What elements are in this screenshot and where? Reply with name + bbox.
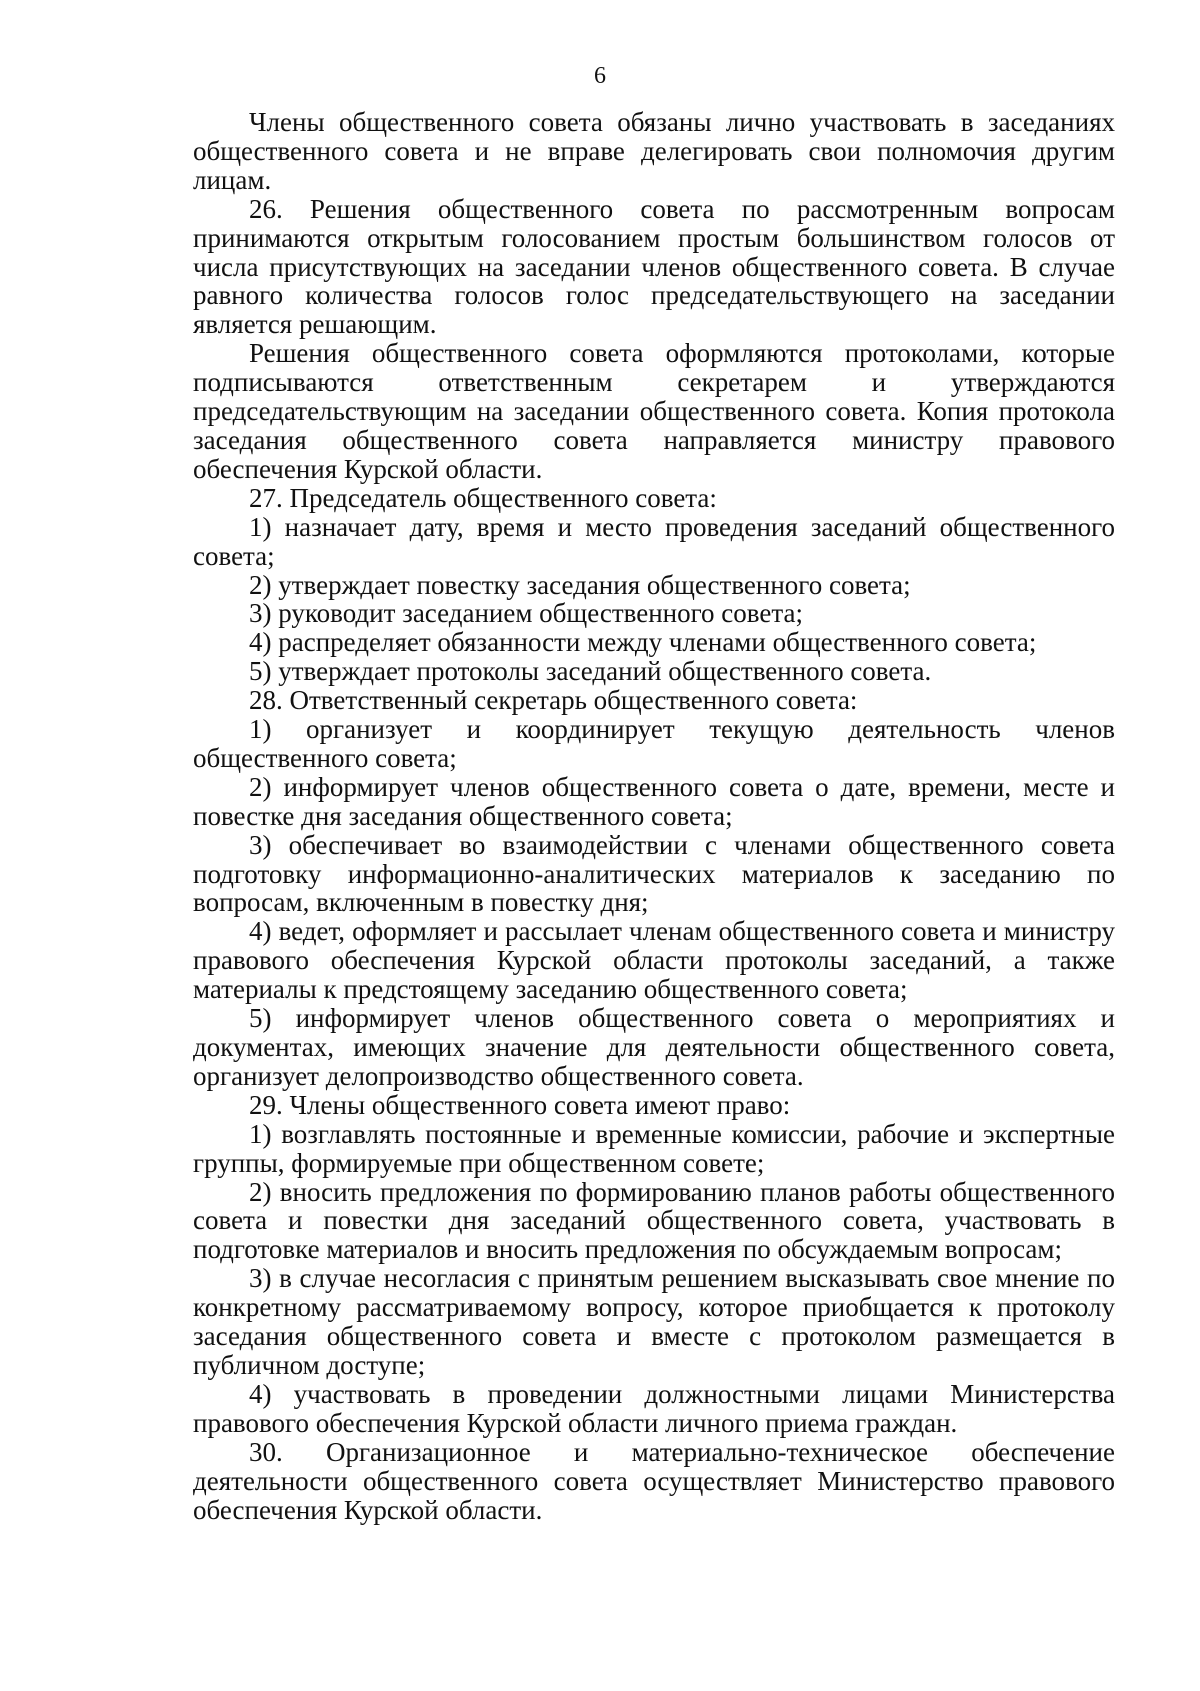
paragraph: 26. Решения общественного совета по рассмотренным вопросам принимаются открытым голосованием простым большинством голосов от числа присутствующих на заседании членов общественного совета. В случае равного количества голосов голос председательствующего на заседании является решающим. xyxy=(193,193,1115,340)
paragraph: Члены общественного совета обязаны лично участвовать в заседаниях общественного совета и не вправе делегировать свои полномочия другим лицам. xyxy=(193,107,1115,195)
paragraph: 1) возглавлять постоянные и временные комиссии, рабочие и экспертные группы, формируемые при общественном совете; xyxy=(193,1118,1115,1178)
paragraph: 30. Организационное и материально-техническое обеспечение деятельности общественного совета осуществляет Министерство правового обеспечения Курской области. xyxy=(193,1436,1115,1525)
paragraph: 2) информирует членов общественного совета о дате, времени, месте и повестке дня заседания общественного совета; xyxy=(193,771,1115,831)
paragraph: 27. Председатель общественного совета: xyxy=(249,482,717,513)
paragraph: 1) назначает дату, время и место проведения заседаний общественного совета; xyxy=(193,511,1115,571)
paragraph: 4) участвовать в проведении должностными лицами Министерства правового обеспечения Курской области личного приема граждан. xyxy=(193,1378,1115,1438)
paragraph: 28. Ответственный секретарь общественного совета: xyxy=(249,685,858,716)
page-number: 6 xyxy=(594,63,606,89)
paragraph: 5) информирует членов общественного совета о мероприятиях и документах, имеющих значение для деятельности общественного совета, организует делопроизводство общественного совета. xyxy=(193,1003,1115,1091)
paragraph: 2) вносить предложения по формированию планов работы общественного совета и повестки дня заседаний общественного совета, участвовать в подготовке материалов и вносить предложения по обсуждаемым вопросам; xyxy=(193,1176,1115,1265)
paragraph: 3) обеспечивает во взаимодействии с членами общественного совета подготовку информационно-аналитических материалов к заседанию по вопросам, включенным в повестку дня; xyxy=(193,829,1115,918)
paragraph: 2) утверждает повестку заседания общественного совета; xyxy=(249,569,911,600)
paragraph: 5) утверждает протоколы заседаний общественного совета. xyxy=(249,656,932,687)
paragraph: 1) организует и координирует текущую деятельность членов общественного совета; xyxy=(193,714,1115,773)
paragraph: 4) распределяет обязанности между членами общественного совета; xyxy=(249,627,1037,658)
document-body xyxy=(193,108,1115,1524)
paragraph: 3) в случае несогласия с принятым решением высказывать свое мнение по конкретному рассматриваемому вопросу, которое приобщается к протоколу заседания общественного совета и вместе с протоколом размещается в публичном доступе; xyxy=(193,1263,1115,1380)
paragraph: Решения общественного совета оформляются протоколами, которые подписываются ответственным секретарем и утверждаются председательствующим на заседании общественного совета. Копия протокола заседания общественного совета направляется министру правового обеспечения Курской области. xyxy=(193,338,1115,484)
paragraph: 4) ведет, оформляет и рассылает членам общественного совета и министру правового обеспечения Курской области протоколы заседаний, а также материалы к предстоящему заседанию общественного совета; xyxy=(193,916,1115,1005)
paragraph: 29. Члены общественного совета имеют право: xyxy=(249,1089,791,1120)
paragraph: 3) руководит заседанием общественного совета; xyxy=(249,598,803,629)
